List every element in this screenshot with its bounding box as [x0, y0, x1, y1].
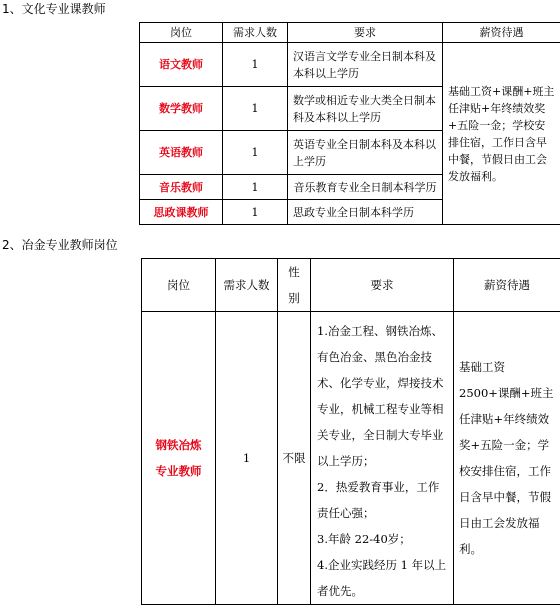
- table-row: [140, 43, 560, 87]
- post-cell: 数学教师: [140, 87, 223, 131]
- header-post: 岗位: [142, 259, 216, 312]
- header-salary: 薪资待遇: [454, 259, 560, 312]
- requirement-item: 1.冶金工程、钢铁冶炼、有色冶金、黑色冶金技术、化学专业，焊接技术专业，机械工程专业等相关专业，全日制大专毕业以上学历；: [317, 318, 447, 474]
- post-cell: 思政课教师: [140, 200, 223, 225]
- requirement-item: 4.企业实践经历 1 年以上者优先。: [317, 552, 447, 604]
- header-post: 岗位: [140, 23, 223, 43]
- requirement-cell: 汉语言文学专业全日制本科及本科以上学历: [288, 43, 443, 87]
- header-count: 需求人数: [216, 259, 278, 312]
- gender-cell: 不限: [278, 312, 311, 605]
- header-gender: 性别: [278, 259, 311, 312]
- post-line: 专业教师: [144, 458, 213, 484]
- table-row: [142, 312, 560, 605]
- header-requirement: 要求: [288, 23, 443, 43]
- count-cell: 1: [216, 312, 278, 605]
- requirement-cell: [311, 312, 454, 605]
- requirement-item: 3.年龄 22-40岁；: [317, 526, 447, 552]
- post-line: 钢铁冶炼: [144, 432, 213, 458]
- salary-cell: 基础工资2500+课酬+班主任津贴+年终绩效奖+五险一金；学校安排住宿，工作日含早中餐，节假日由工会发放福利。: [454, 312, 560, 605]
- count-cell: 1: [223, 175, 288, 200]
- header-requirement: 要求: [311, 259, 454, 312]
- section2-heading: 2、冶金专业教师岗位: [2, 238, 118, 252]
- requirement-item: 2．热爱教育事业，工作责任心强；: [317, 474, 447, 526]
- post-cell: 英语教师: [140, 131, 223, 175]
- post-cell: [142, 312, 216, 605]
- header-salary: 薪资待遇: [443, 23, 560, 43]
- post-cell: 语文教师: [140, 43, 223, 87]
- metallurgy-teacher-table: [141, 258, 560, 605]
- count-cell: 1: [223, 87, 288, 131]
- table-header-row: [140, 23, 560, 43]
- count-cell: 1: [223, 200, 288, 225]
- requirement-cell: 数学或相近专业大类全日制本科及本科以上学历: [288, 87, 443, 131]
- table-header-row: [142, 259, 560, 312]
- count-cell: 1: [223, 131, 288, 175]
- salary-cell: 基础工资+课酬+班主任津贴+年终绩效奖+五险一金；学校安排住宿，工作日含早中餐，节假日由工会发放福利。: [443, 43, 560, 225]
- requirement-cell: 英语专业全日制本科及本科以上学历: [288, 131, 443, 175]
- requirement-cell: 音乐教育专业全日制本科学历: [288, 175, 443, 200]
- section1-heading: 1、文化专业课教师: [2, 2, 106, 16]
- culture-teacher-table: [139, 22, 560, 225]
- header-count: 需求人数: [223, 23, 288, 43]
- count-cell: 1: [223, 43, 288, 87]
- post-cell: 音乐教师: [140, 175, 223, 200]
- requirement-cell: 思政专业全日制本科学历: [288, 200, 443, 225]
